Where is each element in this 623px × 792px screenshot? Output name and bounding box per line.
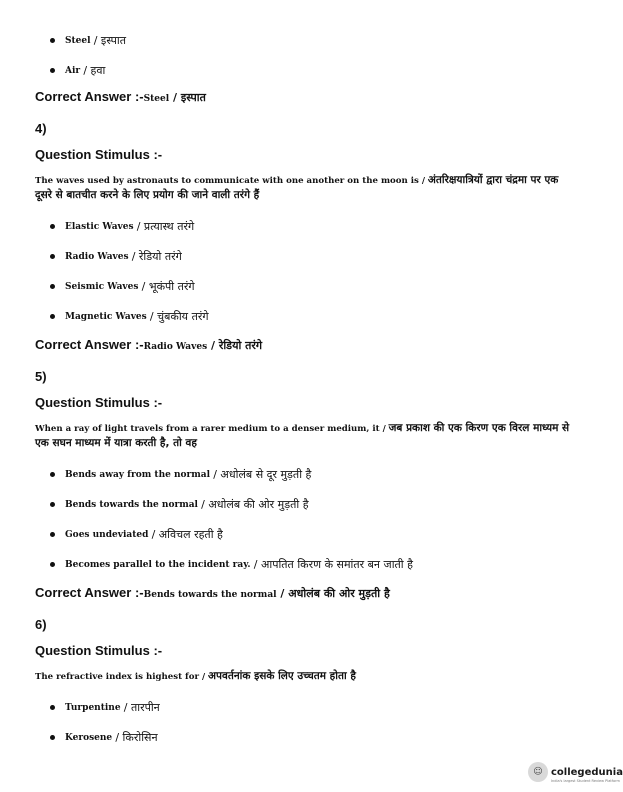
- question-heading: Question Stimulus :-: [35, 643, 163, 658]
- option-en: Bends towards the normal: [65, 499, 198, 510]
- answer-label: Correct Answer :-: [35, 585, 144, 600]
- option-item: [50, 467, 311, 482]
- answer-label: Correct Answer :-: [35, 337, 144, 352]
- correct-answer: [35, 89, 206, 105]
- bullet-icon: [50, 562, 55, 567]
- collegedunia-logo: [528, 760, 623, 783]
- option-item: [50, 33, 126, 48]
- bullet-icon: [50, 254, 55, 259]
- bullet-icon: [50, 314, 55, 319]
- question-heading: Question Stimulus :-: [35, 395, 163, 410]
- bullet-icon: [50, 284, 55, 289]
- answer-hi: / अधोलंब की ओर मुड़ती है: [280, 587, 390, 600]
- option-en: Seismic Waves: [65, 281, 139, 292]
- question-number: 6): [35, 617, 47, 632]
- bullet-icon: [50, 502, 55, 507]
- question-text-en: The refractive index is highest for /: [35, 672, 206, 682]
- option-item: [50, 249, 182, 264]
- option-hi: / आपतित किरण के समांतर बन जाती है: [253, 558, 413, 571]
- correct-answer: [35, 337, 262, 353]
- option-item: [50, 700, 160, 715]
- option-hi: / अधोलंब की ओर मुड़ती है: [201, 498, 309, 511]
- answer-en: Radio Waves: [143, 342, 208, 352]
- option-en: Goes undeviated: [65, 529, 149, 540]
- question-text: [35, 669, 575, 684]
- option-hi: / अधोलंब से दूर मुड़ती है: [213, 468, 312, 481]
- option-item: [50, 497, 309, 512]
- question-text-en: When a ray of light travels from a rarer medium to a denser medium, it /: [35, 424, 386, 434]
- logo-name: collegedunia: [551, 767, 623, 778]
- option-item: [50, 730, 158, 745]
- question-text-en: The waves used by astronauts to communicate with one another on the moon is /: [35, 176, 425, 186]
- question-text: [35, 173, 575, 203]
- question-text-hi: अपवर्तनांक इसके लिए उच्चतम होता है: [208, 670, 356, 682]
- option-hi: / प्रत्यास्थ तरंगे: [136, 220, 195, 233]
- bullet-icon: [50, 38, 55, 43]
- option-item: [50, 63, 105, 78]
- option-hi: / भूकंपी तरंगे: [141, 280, 195, 293]
- answer-hi: / इस्पात: [172, 91, 206, 104]
- logo-tagline: India's largest Student Review Platform: [551, 779, 620, 783]
- option-hi: / किरोसिन: [115, 731, 158, 744]
- question-number: 5): [35, 369, 47, 384]
- option-hi: / रेडियो तरंगे: [131, 250, 182, 263]
- bullet-icon: [50, 68, 55, 73]
- bullet-icon: [50, 532, 55, 537]
- option-item: [50, 527, 223, 542]
- option-en: Turpentine: [65, 702, 121, 713]
- bullet-icon: [50, 472, 55, 477]
- question-text-hi: अंतरिक्षयात्रियों द्वारा चंद्रमा पर एक दूसरे से बातचीत करने के लिए प्रयोग की जाने वाली तरंगे हैं: [35, 174, 559, 201]
- bullet-icon: [50, 224, 55, 229]
- option-en: Bends away from the normal: [65, 469, 211, 480]
- option-en: Becomes parallel to the incident ray.: [65, 559, 251, 570]
- option-en: Steel: [65, 35, 91, 46]
- question-text-hi: जब प्रकाश की एक किरण एक विरल माध्यम से एक सघन माध्यम में यात्रा करती है, तो वह: [35, 422, 570, 449]
- question-number: 4): [35, 121, 47, 136]
- answer-en: Bends towards the normal: [143, 590, 277, 600]
- option-item: [50, 279, 195, 294]
- bullet-icon: [50, 705, 55, 710]
- mascot-icon: ☺: [528, 762, 548, 782]
- answer-hi: / रेडियो तरंगे: [210, 339, 263, 352]
- question-heading: Question Stimulus :-: [35, 147, 163, 162]
- option-en: Magnetic Waves: [65, 311, 147, 322]
- option-en: Elastic Waves: [65, 221, 134, 232]
- option-en: Radio Waves: [65, 251, 129, 262]
- question-text: [35, 421, 575, 451]
- option-item: [50, 219, 194, 234]
- option-hi: / चुंबकीय तरंगे: [149, 310, 209, 323]
- option-hi: / हवा: [83, 64, 106, 77]
- option-hi: / इस्पात: [93, 34, 126, 47]
- option-hi: / तारपीन: [123, 701, 160, 714]
- correct-answer: [35, 585, 390, 601]
- answer-en: Steel: [143, 94, 170, 104]
- option-item: [50, 557, 413, 572]
- option-en: Air: [65, 65, 81, 76]
- bullet-icon: [50, 735, 55, 740]
- option-en: Kerosene: [65, 732, 113, 743]
- option-item: [50, 309, 209, 324]
- option-hi: / अविचल रहती है: [151, 528, 223, 541]
- answer-label: Correct Answer :-: [35, 89, 144, 104]
